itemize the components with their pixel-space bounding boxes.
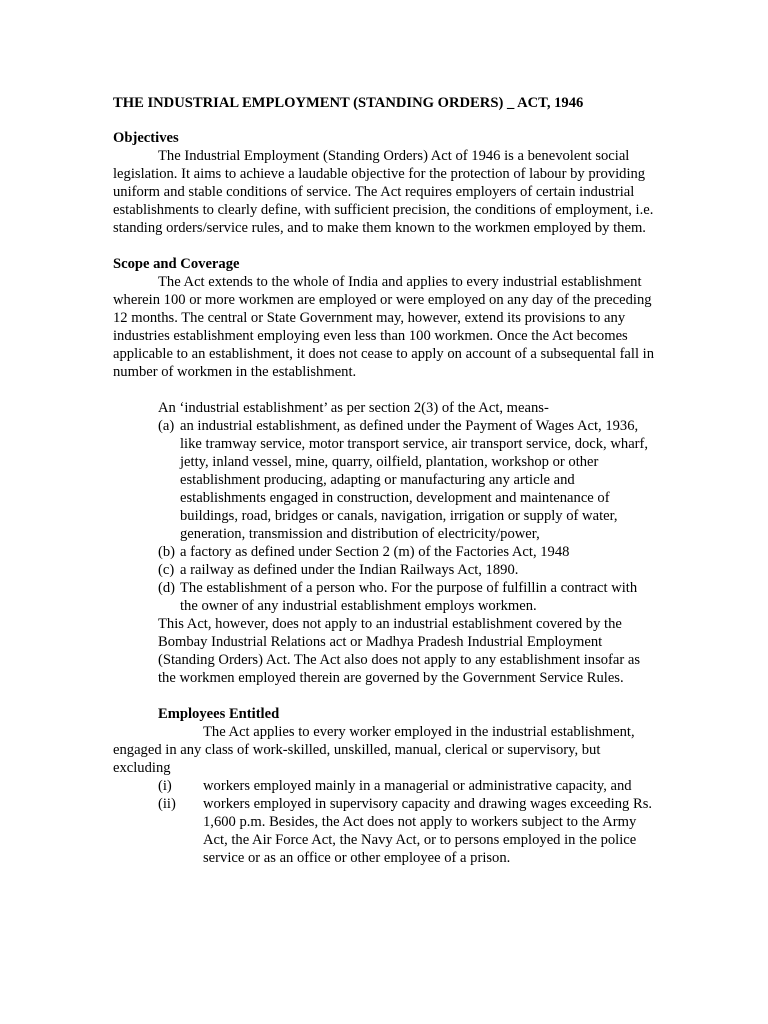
list-item <box>158 417 658 543</box>
employees-paragraph: The Act applies to every worker employed in the industrial establishment, engaged in any class of work-skilled, unskilled, manual, clerical or supervisory, but excluding <box>113 724 635 776</box>
list-item <box>158 561 658 579</box>
list-marker: (c) <box>158 562 175 578</box>
employees-heading: Employees Entitled <box>158 706 280 722</box>
definition-list <box>158 417 658 615</box>
list-item <box>158 579 658 615</box>
document-body <box>113 94 658 867</box>
list-item <box>158 543 658 561</box>
list-item <box>113 795 658 867</box>
objectives-heading: Objectives <box>113 130 179 146</box>
list-item-text: a railway as defined under the Indian Railways Act, 1890. <box>180 562 519 578</box>
spacer <box>113 381 658 399</box>
list-item-text: workers employed in supervisory capacity and drawing wages exceeding Rs. 1,600 p.m. Besides, the Act does not apply to workers subject to the Army Act, the Air Force Act, the Navy Act, or to persons employed in the police service or as an office or other employee of a prison. <box>203 796 653 866</box>
list-item-text: a factory as defined under Section 2 (m) of the Factories Act, 1948 <box>180 544 570 560</box>
list-marker: (d) <box>158 580 176 596</box>
list-marker: (ii) <box>158 796 176 812</box>
list-item-text: The establishment of a person who. For the purpose of fulfillin a contract with the owner of any industrial establishment employs workmen. <box>180 580 638 614</box>
document-title: THE INDUSTRIAL EMPLOYMENT (STANDING ORDERS) _ ACT, 1946 <box>113 95 584 111</box>
objectives-paragraph: The Industrial Employment (Standing Orders) Act of 1946 is a benevolent social legislation. It aims to achieve a laudable objective for the protection of labour by providing uniform and stable conditions of service. The Act requires employers of certain industrial establishments to clearly define, with sufficient precision, the conditions of employment, i.e. standing orders/service rules, and to make them known to the workmen employed by them. <box>113 148 654 236</box>
definition-block <box>158 399 658 687</box>
exclusion-list <box>113 777 658 867</box>
list-marker: (i) <box>158 778 172 794</box>
list-item-text: an industrial establishment, as defined under the Payment of Wages Act, 1936, like tramway service, motor transport service, air transport service, dock, wharf, jetty, inland vessel, mine, quarry, oilfield, plantation, workshop or other establishment producing, adapting or manufacturing any article and establishments engaged in construction, development and maintenance of buildings, road, bridges or canals, navigation, irrigation or supply of water, generation, transmission and distribution of electricity/power, <box>180 418 649 542</box>
definition-intro: An ‘industrial establishment’ as per section 2(3) of the Act, means- <box>158 400 549 416</box>
list-marker: (b) <box>158 544 176 560</box>
list-item-text: workers employed mainly in a managerial or administrative capacity, and <box>203 778 632 794</box>
scope-paragraph: The Act extends to the whole of India and applies to every industrial establishment wherein 100 or more workmen are employed or were employed on any day of the preceding 12 months. The central or State Government may, however, extend its provisions to any industries establishment employing even less than 100 workmen. Once the Act becomes applicable to an establishment, it does not cease to apply on account of a subsequental fall in number of workmen in the establishment. <box>113 274 655 380</box>
spacer <box>113 687 658 705</box>
list-item <box>113 777 658 795</box>
spacer <box>113 237 658 255</box>
list-marker: (a) <box>158 418 175 434</box>
exclusion-paragraph: This Act, however, does not apply to an industrial establishment covered by the Bombay Industrial Relations act or Madhya Pradesh Industrial Employment (Standing Orders) Act. The Act also does not apply to any establishment insofar as the workmen employed therein are governed by the Government Service Rules. <box>158 616 641 686</box>
scope-heading: Scope and Coverage <box>113 256 240 272</box>
